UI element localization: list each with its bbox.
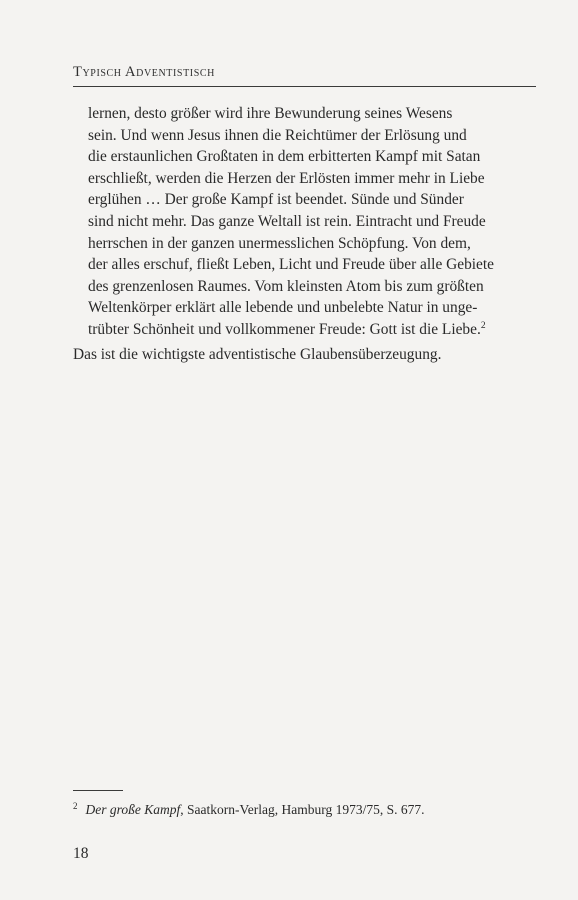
quote-line: sein. Und wenn Jesus ihnen die Reichtümer der Erlösung und bbox=[88, 126, 467, 144]
body-text bbox=[73, 344, 536, 366]
quote-line: der alles erschuf, fließt Leben, Licht und Freude über alle Gebiete bbox=[88, 256, 494, 274]
block-quote bbox=[88, 103, 536, 341]
body-paragraph: Das ist die wichtigste adventistische Glaubensüberzeugung. bbox=[73, 346, 442, 363]
footnote-rule bbox=[73, 790, 123, 791]
running-header: Typisch Adventistisch bbox=[73, 64, 215, 80]
footnote-number: 2 bbox=[73, 801, 78, 811]
footnote-reference[interactable]: 2 bbox=[480, 320, 486, 331]
quote-line: Weltenkörper erklärt alle lebende und unbelebte Natur in unge- bbox=[88, 299, 478, 317]
header-rule bbox=[73, 86, 536, 87]
footnote-book-title: Der große Kampf bbox=[85, 802, 181, 817]
quote-line-last bbox=[88, 319, 536, 341]
footnote bbox=[73, 797, 424, 819]
quote-line: sind nicht mehr. Das ganze Weltall ist rein. Eintracht und Freude bbox=[88, 212, 486, 230]
footnote-citation: , Saatkorn-Verlag, Hamburg 1973/75, S. 677. bbox=[180, 802, 425, 817]
quote-line: die erstaunlichen Großtaten in dem erbitterten Kampf mit Satan bbox=[88, 148, 481, 166]
page-number: 18 bbox=[73, 845, 89, 862]
quote-line: des grenzenlosen Raumes. Vom kleinsten Atom bis zum größten bbox=[88, 277, 484, 295]
quote-line: erglühen … Der große Kampf ist beendet. Sünde und Sünder bbox=[88, 191, 464, 209]
quote-line: erschließt, werden die Herzen der Erlösten immer mehr in Liebe bbox=[88, 169, 485, 187]
quote-line: lernen, desto größer wird ihre Bewunderung seines Wesens bbox=[88, 105, 453, 122]
quote-line: herrschen in der ganzen unermesslichen Schöpfung. Von dem, bbox=[88, 234, 471, 252]
quote-line: trübter Schönheit und vollkommener Freude: Gott ist die Liebe. bbox=[88, 320, 481, 338]
